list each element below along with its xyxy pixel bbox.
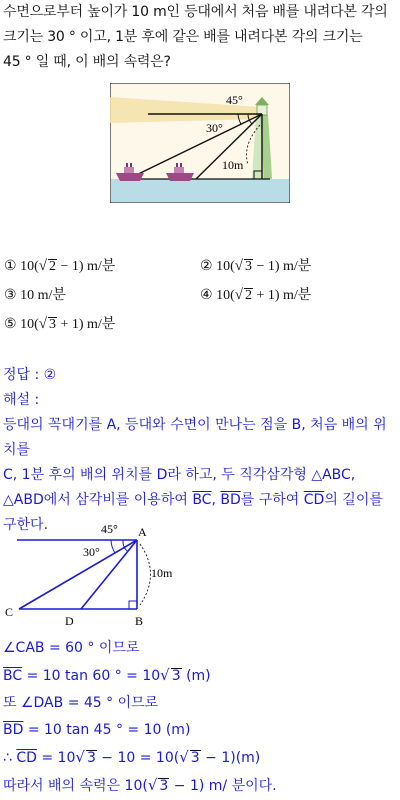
choice-number: ④: [200, 288, 213, 303]
sea: [111, 179, 289, 202]
point-b-label: B: [135, 614, 144, 628]
question-line: 수면으로부터 높이가 10 m인 등대에서 처음 배를 내려다본 각의: [3, 4, 388, 20]
choice-text: + 1) m/분: [60, 317, 116, 332]
triangle-diagram: [3, 522, 203, 632]
choice-number: ①: [4, 259, 17, 274]
sqrt-value: 2: [48, 259, 56, 274]
choice-4[interactable]: ④ 10(√ 2 + 1) m/분: [200, 287, 312, 303]
question-line: 45 ° 일 때, 이 배의 속력은?: [3, 54, 171, 70]
sqrt-value: 3: [48, 317, 56, 332]
choice-5[interactable]: ⑤ 10(√ 3 + 1) m/분: [4, 316, 116, 332]
answer-section: [3, 363, 397, 538]
solution-line: $\overline{BC} = 10$ tan 60 ° = 10√ 3 (m): [3, 666, 211, 684]
angle-45-label: 45°: [226, 93, 243, 107]
explain-line: 구한다.: [3, 517, 49, 533]
choice-number: ③: [4, 288, 17, 303]
choice-text: + 1) m/분: [256, 288, 312, 303]
choice-text: − 1) m/분: [256, 259, 312, 274]
choice-3[interactable]: [4, 284, 66, 304]
solution-line: ∠CAB = 60 ° 이므로: [3, 640, 140, 656]
sqrt-value: 2: [244, 288, 252, 303]
choice-text: − 1) m/분: [60, 259, 116, 274]
choice-text: 10(: [20, 259, 39, 274]
choice-text: 10(: [216, 259, 235, 274]
choice-number: ②: [200, 259, 213, 274]
height-label: 10m: [222, 158, 244, 172]
explain-line: C, 1분 후의 배의 위치를 D라 하고, 두 직각삼각형 △ABC,: [3, 467, 356, 483]
angle-arc-30: [111, 540, 115, 553]
point-c-label: C: [5, 605, 14, 619]
choice-number: ⑤: [4, 317, 17, 332]
explain-label: 해설 :: [3, 392, 40, 408]
lighthouse-figure: [110, 83, 290, 203]
point-d-label: D: [65, 614, 74, 628]
choice-text: 10 m/분: [20, 288, 66, 303]
sqrt-value: 3: [244, 259, 252, 274]
height-arc: [140, 544, 151, 605]
explain-line: △ABD에서 삼각비를 이용하여 $\overline{BC}$, $\overline{BD}$를 구하여 $\overline{CD}$의 길이를: [3, 492, 383, 508]
choice-text: 10(: [20, 317, 39, 332]
explain-line: 등대의 꼭대기를 A, 등대와 수면이 만나는 점을 B, 처음 배의 위치를: [3, 417, 387, 458]
solution: [3, 635, 397, 800]
solution-line: 또 ∠DAB = 45 ° 이므로: [3, 695, 159, 711]
angle-30-label: 30°: [206, 121, 223, 135]
angle-30-label: 30°: [83, 545, 100, 559]
height-label: 10m: [151, 566, 173, 580]
point-a-label: A: [138, 525, 147, 539]
angle-45-label: 45°: [101, 522, 118, 536]
solution-line: $\overline{BD} = 10$ tan 45 ° = 10 (m): [3, 722, 191, 738]
choice-2[interactable]: ② 10(√ 3 − 1) m/분: [200, 258, 312, 274]
right-angle-mark: [129, 601, 137, 609]
solution-line: 따라서 배의 속력은 10(√ 3 − 1) m/ 분이다.: [3, 776, 277, 794]
solution-line: ∴ $\overline{CD} = 10√$ 3 − 10 = 10(√ 3 − 1)(m): [3, 748, 261, 766]
answer-label: 정답 : ②: [3, 367, 57, 383]
question-text: [3, 0, 397, 75]
choice-1[interactable]: ① 10(√ 2 − 1) m/분: [4, 258, 116, 274]
segment-ac: [19, 540, 137, 609]
choice-text: 10(: [216, 288, 235, 303]
question-line: 크기는 30 ° 이고, 1분 후에 같은 배를 내려다본 각의 크기는: [3, 29, 363, 45]
